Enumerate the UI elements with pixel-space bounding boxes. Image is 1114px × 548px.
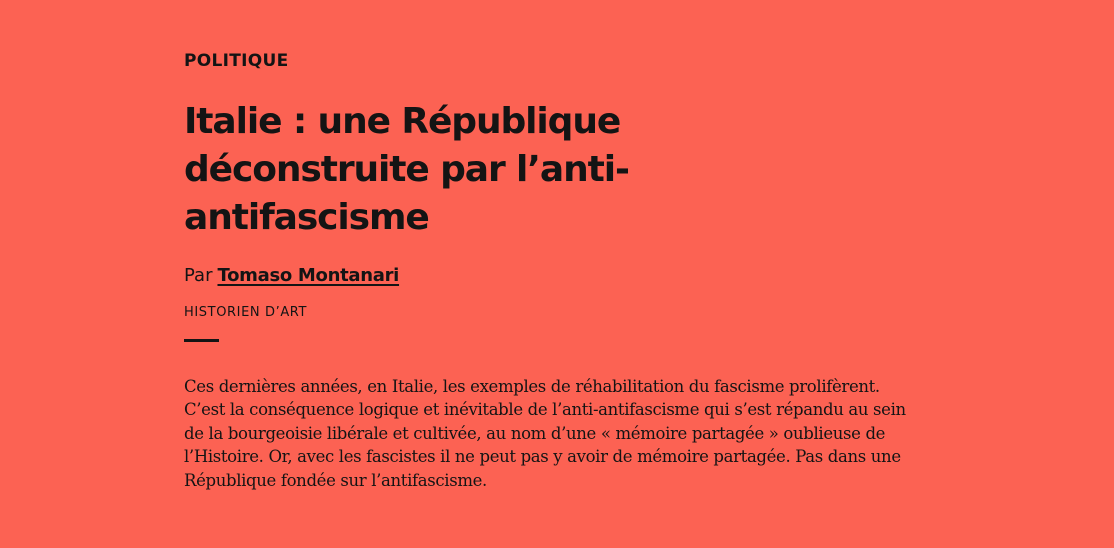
- byline-prefix: Par: [184, 265, 213, 286]
- author-link[interactable]: Tomaso Montanari: [217, 265, 400, 286]
- article-lead: Ces dernières années, en Italie, les exemples de réhabilitation du fascisme prolifèrent. C’est la conséquence logique et inévitable de l’anti-antifascisme qui s’est répandu au sein de la bourgeoisie libérale et cultivée, au nom d’une « mémoire partagée » oublieuse de l’Histoire. Or, avec les fascistes il ne peut pas y avoir de mémoire partagée. Pas dans une République fondée sur l’antifascisme.: [184, 377, 906, 490]
- byline: [184, 264, 399, 288]
- category-link[interactable]: POLITIQUE: [184, 51, 289, 71]
- author-role: HISTORIEN D’ART: [184, 305, 308, 320]
- article-title: Italie : une République déconstruite par l’anti-antifascisme: [184, 101, 629, 238]
- divider: [184, 339, 219, 342]
